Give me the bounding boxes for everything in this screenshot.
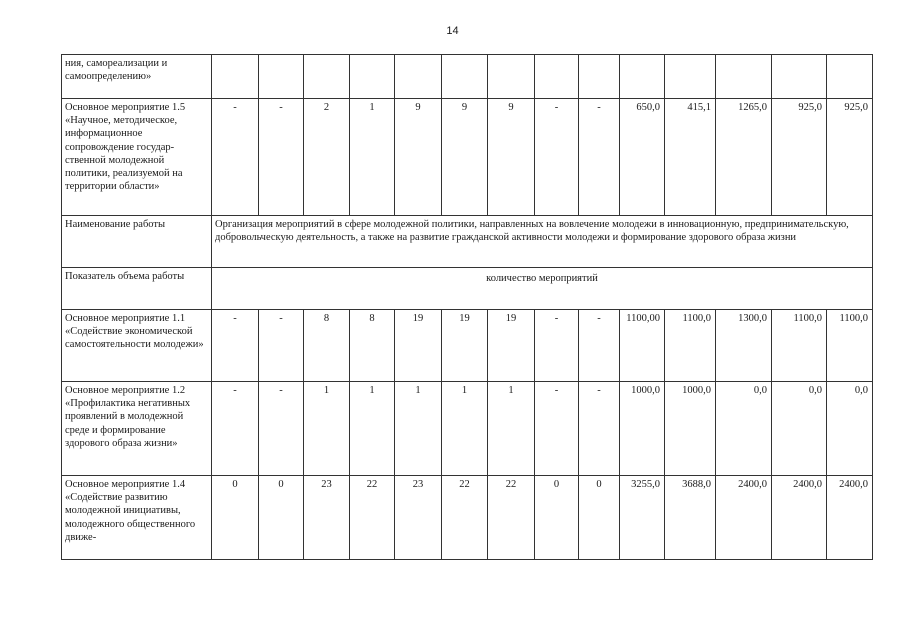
table-cell: - xyxy=(579,310,620,382)
table-cell: 2400,0 xyxy=(716,476,772,560)
table-cell: 8 xyxy=(350,310,395,382)
table-cell: 1 xyxy=(488,382,535,476)
table-cell xyxy=(620,55,665,99)
table-cell: 1265,0 xyxy=(716,99,772,216)
table-cell: - xyxy=(535,382,579,476)
table-cell xyxy=(212,55,259,99)
table-cell: - xyxy=(259,99,304,216)
table-cell: 2400,0 xyxy=(827,476,873,560)
table-cell xyxy=(716,55,772,99)
table-cell: 2400,0 xyxy=(772,476,827,560)
table-cell: 0,0 xyxy=(827,382,873,476)
table-cell: - xyxy=(259,382,304,476)
table-cell xyxy=(579,55,620,99)
table-cell: 1100,0 xyxy=(665,310,716,382)
table-row xyxy=(62,382,873,476)
table-cell: - xyxy=(212,382,259,476)
table-cell xyxy=(304,55,350,99)
table-row xyxy=(62,310,873,382)
table-cell: 1 xyxy=(350,99,395,216)
table-cell xyxy=(772,55,827,99)
table-cell: 0 xyxy=(535,476,579,560)
table-cell: 22 xyxy=(442,476,488,560)
table-cell: 1000,0 xyxy=(620,382,665,476)
table-row xyxy=(62,55,873,99)
table-cell: 0 xyxy=(259,476,304,560)
table-cell: - xyxy=(535,310,579,382)
row-label: Наименование работы xyxy=(62,216,212,268)
table-cell: 1 xyxy=(304,382,350,476)
table-cell: 23 xyxy=(395,476,442,560)
table-cell xyxy=(665,55,716,99)
volume-indicator-cell: количество мероприятий xyxy=(212,268,873,310)
table-row xyxy=(62,216,873,268)
table-cell xyxy=(488,55,535,99)
table-cell: 9 xyxy=(442,99,488,216)
row-label: Основное мероприятие 1.2 «Профилактика негативных проявлений в молодежной среде и формирование здорового образа жизни» xyxy=(62,382,212,476)
row-label: Основное мероприятие 1.5 «Научное, методическое, информационное сопровождение государственной молодежной политики, реализуемой на территории области» xyxy=(62,99,212,216)
table-cell xyxy=(350,55,395,99)
row-label: ния, самореализации и самоопределению» xyxy=(62,55,212,99)
table-cell: 9 xyxy=(395,99,442,216)
table-cell: - xyxy=(259,310,304,382)
program-table xyxy=(61,54,873,560)
table-cell: 925,0 xyxy=(827,99,873,216)
table-cell: - xyxy=(579,99,620,216)
table-cell: 22 xyxy=(488,476,535,560)
table-cell: 9 xyxy=(488,99,535,216)
table-cell: 1100,0 xyxy=(827,310,873,382)
table-cell xyxy=(259,55,304,99)
table-cell: 1100,00 xyxy=(620,310,665,382)
page-number: 14 xyxy=(446,25,459,37)
table-cell xyxy=(442,55,488,99)
table-cell: 19 xyxy=(488,310,535,382)
table-cell: 2 xyxy=(304,99,350,216)
table-cell: 0 xyxy=(579,476,620,560)
table-cell: 8 xyxy=(304,310,350,382)
table-cell xyxy=(535,55,579,99)
row-label: Основное мероприятие 1.4 «Содействие развитию молодежной инициативы, молодежного общественного движе- xyxy=(62,476,212,560)
table-cell: - xyxy=(212,310,259,382)
table-cell: - xyxy=(212,99,259,216)
table-cell: 3255,0 xyxy=(620,476,665,560)
table-cell: 1000,0 xyxy=(665,382,716,476)
table-cell xyxy=(827,55,873,99)
table-row xyxy=(62,268,873,310)
table-cell: 1 xyxy=(442,382,488,476)
table-cell: 3688,0 xyxy=(665,476,716,560)
table-cell: 415,1 xyxy=(665,99,716,216)
table-cell: 19 xyxy=(395,310,442,382)
table-cell: 0,0 xyxy=(772,382,827,476)
table-row xyxy=(62,476,873,560)
table-cell: 0,0 xyxy=(716,382,772,476)
table-cell: 19 xyxy=(442,310,488,382)
table-cell: 0 xyxy=(212,476,259,560)
table-cell: - xyxy=(579,382,620,476)
table-cell: - xyxy=(535,99,579,216)
table-cell: 23 xyxy=(304,476,350,560)
table-cell: 1300,0 xyxy=(716,310,772,382)
table-cell: 22 xyxy=(350,476,395,560)
table-row xyxy=(62,99,873,216)
table-cell xyxy=(395,55,442,99)
table-cell: 650,0 xyxy=(620,99,665,216)
table-cell: 1 xyxy=(395,382,442,476)
table-cell: 1100,0 xyxy=(772,310,827,382)
work-name-cell: Организация мероприятий в сфере молодежной политики, направленных на вовлечение молодежи в инновационную, предпринимательскую, добровольческую деятельность, а также на развитие гражданской активности молодежи и формирование здорового образа жизни xyxy=(212,216,873,268)
table-cell: 1 xyxy=(350,382,395,476)
row-label: Показатель объема работы xyxy=(62,268,212,310)
row-label: Основное мероприятие 1.1 «Содействие экономической самостоятельности молодежи» xyxy=(62,310,212,382)
table-cell: 925,0 xyxy=(772,99,827,216)
